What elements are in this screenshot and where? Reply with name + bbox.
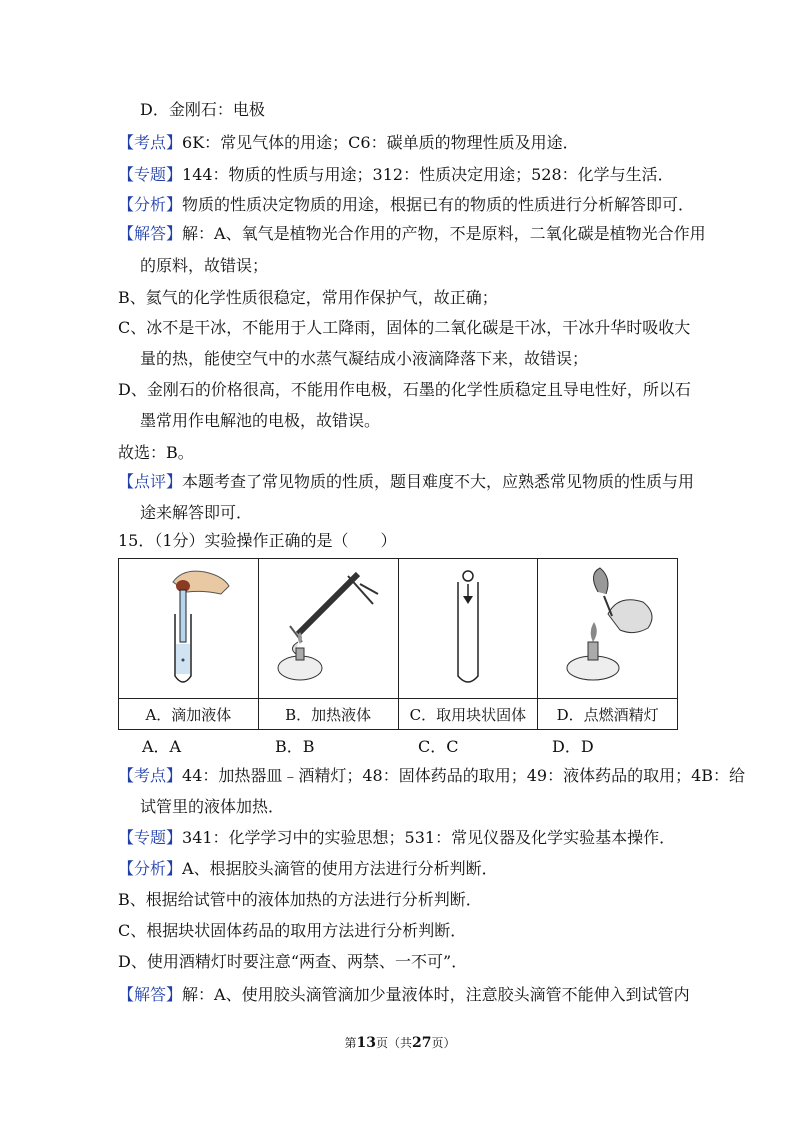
q15-fenxi-text: A、根据胶头滴管的使用方法进行分析判断．	[182, 859, 498, 878]
option-b: B．B	[275, 737, 315, 756]
dianping-line	[118, 472, 694, 492]
dianping-text: 本题考查了常见物质的性质，题目难度不大，应熟悉常见物质的性质与用	[182, 472, 695, 491]
answer-c-line2: 量的热，能使空气中的水蒸气凝结成小液滴降落下来，故错误；	[140, 349, 589, 368]
q15-kaodian-line	[118, 766, 745, 786]
jieda-tag: 【解答】	[118, 224, 183, 243]
fenxi-line	[118, 195, 694, 215]
caption-d: D．点燃酒精灯	[538, 699, 678, 730]
q15-zhuanti-line	[118, 828, 675, 848]
option-d: D．D	[552, 737, 594, 756]
block-solid-test-tube-image	[438, 564, 498, 689]
jieda-text: 解：A、氧气是植物光合作用的产物，不是原料，二氧化碳是植物光合作用	[182, 224, 706, 243]
kaodian-line	[118, 133, 579, 153]
lighting-lamp-image	[548, 564, 668, 689]
footer-mid: 页（共	[375, 1036, 412, 1050]
answer-d-line1: D、金刚石的价格很高，不能用作电极，石墨的化学性质稳定且导电性好，所以石	[118, 380, 691, 399]
q15-jieda-text: 解：A、使用胶头滴管滴加少量液体时，注意胶头滴管不能伸入到试管内	[182, 985, 690, 1004]
image-cell-d	[538, 559, 678, 699]
answer-b-line: B、氦气的化学性质很稳定，常用作保护气，故正确；	[118, 288, 498, 307]
option-c: C．C	[418, 737, 459, 756]
options-table	[118, 558, 678, 730]
footer-suffix: 页）	[431, 1036, 456, 1050]
fenxi-tag: 【分析】	[118, 195, 183, 214]
fenxi-text: 物质的性质决定物质的用途，根据已有的物质的性质进行分析解答即可．	[182, 195, 695, 214]
q15-fenxi-tag: 【分析】	[118, 859, 183, 878]
jieda-line	[118, 224, 706, 244]
option-a: A．A	[142, 737, 182, 756]
kaodian-text: 6K：常见气体的用途；C6：碳单质的物理性质及用途．	[182, 133, 579, 152]
q15-jieda-line	[118, 985, 690, 1005]
heating-liquid-image	[268, 564, 388, 689]
q15-zhuanti-tag: 【专题】	[118, 828, 183, 847]
q15-jieda-tag: 【解答】	[118, 985, 183, 1004]
q15-fenxi-line	[118, 859, 498, 879]
option-d-line: D．金刚石：电极	[140, 100, 265, 119]
q15-zhuanti-text: 341：化学学习中的实验思想；531：常见仪器及化学实验基本操作．	[182, 828, 676, 847]
dianping-cont: 途来解答即可．	[140, 503, 253, 522]
q15-c-line: C、根据块状固体药品的取用方法进行分析判断．	[118, 921, 467, 940]
zhuanti-text: 144：物质的性质与用途；312：性质决定用途；528：化学与生活．	[182, 165, 674, 184]
question-15: 15．（1分）实验操作正确的是（ ）	[118, 531, 397, 550]
caption-c: C．取用块状固体	[398, 699, 538, 730]
caption-b: B．加热液体	[258, 699, 398, 730]
caption-a: A．滴加液体	[119, 699, 259, 730]
q15-kaodian-text: 44：加热器皿﹣酒精灯；48：固体药品的取用；49：液体药品的取用；4B：给	[182, 766, 746, 785]
dropper-test-tube-image	[143, 564, 233, 689]
image-cell-a	[119, 559, 259, 699]
q15-kaodian-cont: 试管里的液体加热．	[140, 797, 285, 816]
dianping-tag: 【点评】	[118, 472, 183, 491]
footer-total: 27	[412, 1035, 432, 1051]
footer-prefix: 第	[344, 1036, 357, 1050]
zhuanti-tag: 【专题】	[118, 165, 183, 184]
q15-b-line: B、根据给试管中的液体加热的方法进行分析判断．	[118, 890, 482, 909]
footer-page: 13	[356, 1035, 376, 1051]
kaodian-tag: 【考点】	[118, 133, 183, 152]
image-cell-b	[258, 559, 398, 699]
final-answer: 故选：B。	[118, 443, 194, 462]
jieda-cont: 的原料，故错误；	[140, 256, 269, 275]
image-cell-c	[398, 559, 538, 699]
page-footer	[0, 1034, 800, 1051]
answer-c-line1: C、冰不是干冰，不能用于人工降雨，固体的二氧化碳是干冰，干冰升华时吸收大	[118, 318, 691, 337]
q15-kaodian-tag: 【考点】	[118, 766, 183, 785]
q15-d-line: D、使用酒精灯时要注意“两查、两禁、一不可”．	[118, 952, 468, 971]
answer-d-line2: 墨常用作电解池的电极，故错误。	[140, 411, 381, 430]
zhuanti-line	[118, 165, 674, 185]
